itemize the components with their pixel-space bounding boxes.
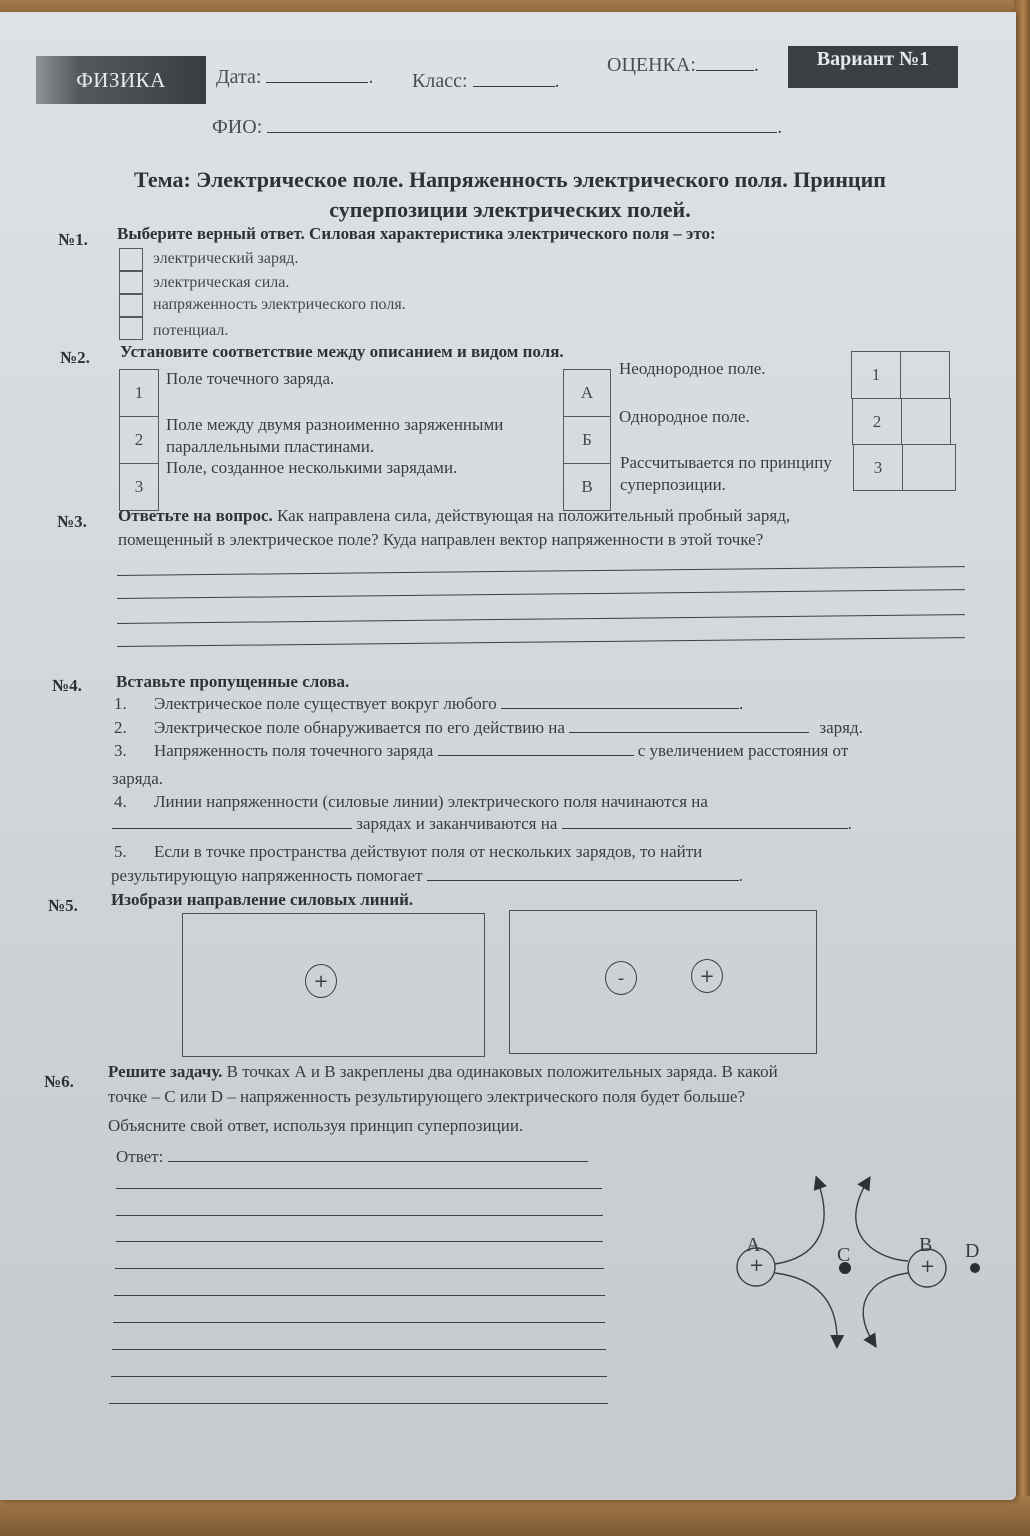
question-text-line3: Объясните свой ответ, используя принцип суперпозиции. — [108, 1116, 524, 1135]
subject-badge: ФИЗИКА — [36, 56, 206, 104]
question-heading: Вставьте пропущенные слова. — [116, 672, 350, 691]
positive-charge-icon: + — [691, 959, 723, 993]
fill-blank[interactable] — [562, 828, 848, 829]
item-text: результирующую напряженность помогает — [111, 866, 423, 885]
table-surface-right — [1014, 0, 1030, 1536]
charge-a-sign: + — [749, 1255, 765, 1276]
grade-input[interactable] — [696, 70, 754, 71]
table-surface-bottom — [0, 1496, 1030, 1536]
answer-line[interactable] — [112, 1349, 606, 1350]
question-text: В точках А и В закреплены два одинаковых положительных заряда. В какой — [226, 1062, 778, 1081]
fill-blank[interactable] — [569, 732, 809, 733]
answer-line[interactable] — [111, 1376, 607, 1377]
answer-line[interactable] — [109, 1403, 608, 1404]
question-number: №3. — [57, 512, 87, 531]
fill-item-2 — [114, 718, 863, 738]
negative-charge-icon: - — [605, 961, 637, 995]
charge-b-sign: + — [920, 1256, 936, 1277]
option-checkbox[interactable] — [119, 248, 143, 271]
answer-line[interactable] — [117, 637, 965, 647]
name-label: ФИО: — [212, 116, 263, 138]
item-text-after: . — [738, 866, 744, 885]
class-field[interactable]: Класс: . — [412, 70, 560, 92]
fill-item-5-cont — [111, 866, 743, 886]
item-continuation: заряда. — [112, 769, 164, 788]
left-key-cell: 2 — [119, 416, 159, 464]
fill-item-3 — [114, 741, 848, 761]
positive-charge-icon: + — [305, 964, 337, 998]
answer-line[interactable] — [116, 1241, 603, 1242]
date-input[interactable] — [266, 82, 368, 83]
question-text-line1 — [108, 1062, 778, 1082]
fill-item-4-cont — [112, 814, 852, 834]
left-description: Поле, созданное несколькими зарядами. — [166, 458, 458, 477]
item-number: 1. — [114, 694, 127, 713]
left-key-cell: 3 — [119, 463, 159, 511]
answer-line[interactable] — [116, 1215, 603, 1216]
fill-blank[interactable] — [427, 880, 739, 881]
right-description: Неоднородное поле. — [619, 359, 766, 378]
option-checkbox[interactable] — [119, 317, 143, 340]
fill-blank[interactable] — [501, 708, 739, 709]
question-number: №4. — [52, 676, 82, 695]
question-heading: Решите задачу. — [108, 1062, 223, 1081]
fill-item-4 — [114, 792, 708, 812]
answer-line[interactable] — [115, 1268, 604, 1269]
item-text-after: . — [739, 694, 744, 713]
option-label: потенциал. — [153, 322, 229, 339]
fill-blank[interactable] — [112, 828, 352, 829]
answer-key-cell: 3 — [853, 444, 903, 491]
item-number: 5. — [114, 842, 127, 861]
fill-item-5 — [114, 842, 702, 862]
right-description: Рассчитывается по принципу суперпозиции. — [620, 453, 832, 494]
question-heading: Установите соответствие между описанием и видом поля. — [120, 342, 564, 361]
worksheet-page — [0, 12, 1016, 1500]
topic-title-line2: суперпозиции электрических полей. — [329, 197, 691, 222]
topic-title — [70, 165, 950, 225]
answer-input-cell[interactable] — [900, 351, 950, 399]
item-number: 2. — [114, 718, 127, 737]
question-text-line2: точке – С или D – напряженность результирующего электрического поля будет больше? — [108, 1087, 746, 1106]
question-number: №5. — [48, 896, 78, 915]
left-key-cell: 1 — [119, 369, 159, 417]
left-description: Поле между двумя разноименно заряженными параллельными пластинами. — [166, 415, 504, 456]
right-key-cell: А — [563, 369, 611, 417]
item-text-after: . — [847, 814, 852, 833]
answer-input[interactable] — [168, 1161, 588, 1162]
point-d-label: D — [965, 1240, 980, 1262]
item-text: Электрическое поле обнаруживается по его действию на — [154, 718, 565, 737]
right-key-cell: Б — [563, 416, 611, 464]
answer-field[interactable] — [116, 1147, 588, 1167]
question-number: №6. — [44, 1072, 74, 1091]
answer-input-cell[interactable] — [902, 444, 956, 491]
option-checkbox[interactable] — [119, 294, 143, 317]
item-text: Напряженность поля точечного заряда — [154, 741, 434, 760]
point-c-label: C — [837, 1244, 851, 1266]
fill-item-1 — [114, 694, 743, 714]
answer-line[interactable] — [117, 566, 965, 576]
item-text: Электрическое поле существует вокруг любого — [154, 694, 497, 713]
option-label: электрический заряд. — [153, 250, 299, 267]
name-field[interactable]: ФИО: . — [212, 116, 783, 138]
class-input[interactable] — [473, 86, 555, 87]
point-a-label: A — [746, 1234, 761, 1256]
topic-title-line1: Тема: Электрическое поле. Напряженность электрического поля. Принцип — [134, 167, 886, 192]
question-text-line2: помещенный в электрическое поле? Куда направлен вектор напряженности в этой точке? — [118, 530, 764, 549]
drawing-box-two-charges[interactable] — [509, 910, 817, 1054]
item-number: 4. — [114, 792, 127, 811]
question-text-line1: Как направлена сила, действующая на положительный пробный заряд, — [277, 506, 791, 525]
left-description: Поле точечного заряда. — [166, 369, 335, 388]
option-label: напряженность электрического поля. — [153, 296, 406, 313]
question-number: №1. — [58, 230, 88, 249]
option-checkbox[interactable] — [119, 271, 143, 294]
question-heading: Изобрази направление силовых линий. — [111, 890, 414, 909]
point-b-label: B — [919, 1234, 933, 1256]
item-number: 3. — [114, 741, 127, 760]
item-text-after: заряд. — [819, 718, 863, 737]
charges-diagram — [720, 1170, 1000, 1350]
item-text-after: с увеличением расстояния от — [637, 741, 849, 760]
grade-field[interactable]: ОЦЕНКА: . — [607, 54, 759, 76]
question-text — [118, 506, 790, 526]
item-text: Линии напряженности (силовые линии) электрического поля начинаются на — [154, 792, 708, 811]
class-label: Класс: — [412, 70, 468, 92]
answer-line[interactable] — [113, 1322, 605, 1323]
drawing-box-single-charge[interactable] — [182, 913, 485, 1057]
question-heading: Выберите верный ответ. Силовая характеристика электрического поля – это: — [117, 224, 716, 243]
date-field[interactable]: Дата: . — [216, 66, 374, 88]
item-text-mid: зарядах и заканчиваются на — [356, 814, 558, 833]
option-label: электрическая сила. — [153, 274, 290, 291]
answer-line[interactable] — [117, 614, 965, 624]
date-label: Дата: — [216, 66, 262, 88]
grade-label: ОЦЕНКА: — [607, 54, 696, 76]
question-number: №2. — [60, 348, 90, 367]
answer-line[interactable] — [117, 589, 965, 599]
name-input[interactable] — [267, 132, 777, 133]
answer-key-cell: 2 — [852, 398, 902, 445]
answer-label: Ответ: — [116, 1147, 164, 1166]
answer-line[interactable] — [116, 1188, 602, 1189]
item-text: Если в точке пространства действуют поля от нескольких зарядов, то найти — [154, 842, 703, 861]
right-description: Однородное поле. — [619, 407, 750, 426]
variant-badge: Вариант №1 — [788, 46, 958, 88]
answer-key-cell: 1 — [851, 351, 901, 399]
answer-line[interactable] — [114, 1295, 605, 1296]
answer-input-cell[interactable] — [901, 398, 951, 445]
right-key-cell: В — [563, 463, 611, 511]
fill-blank[interactable] — [438, 755, 634, 756]
question-heading: Ответьте на вопрос. — [118, 506, 273, 525]
